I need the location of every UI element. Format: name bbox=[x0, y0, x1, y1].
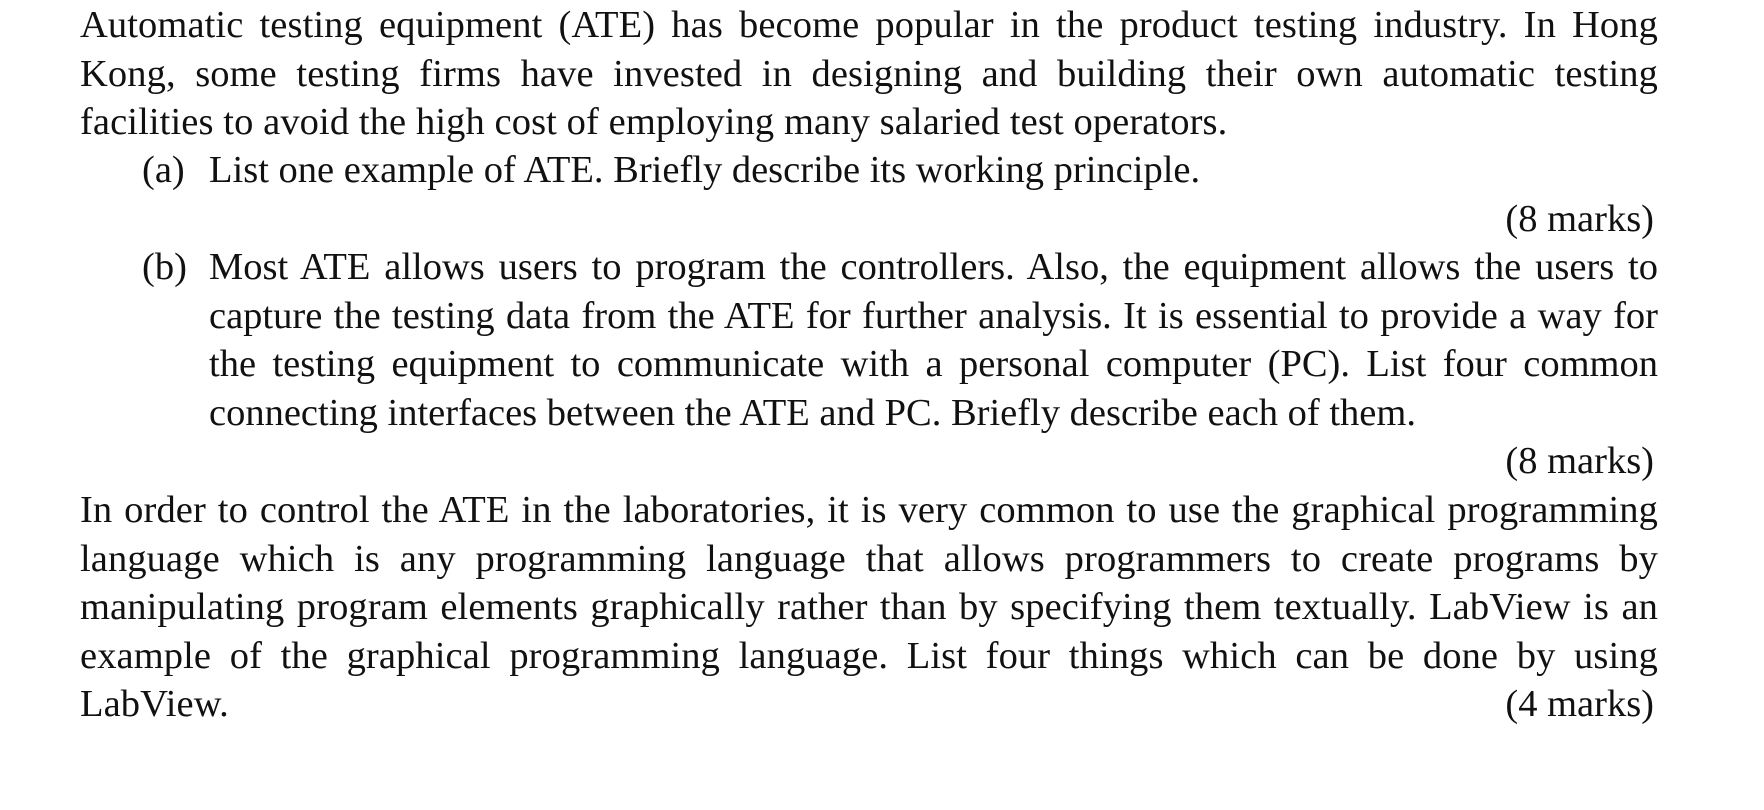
part-b-marks: (8 marks) bbox=[1505, 440, 1654, 482]
intro-paragraph: Automatic testing equipment (ATE) has become popular in the product testing industry. In Hong Kong, some testing firms have invested in designing and building their own automatic testing facilities to avoid the high cost of employing many salaried test operators. bbox=[80, 4, 1658, 143]
part-a-text: List one example of ATE. Briefly describe its working principle. bbox=[209, 149, 1201, 191]
part-b-label: (b) bbox=[142, 246, 187, 288]
part-a-marks: (8 marks) bbox=[1505, 198, 1654, 240]
part-c-paragraph: In order to control the ATE in the laboratories, it is very common to use the graphical programming language which is any programming language that allows programmers to create programs by manipulating program elements graphically rather than by specifying them textually. LabView is an example of the graphical programming language. List four things which can be done by using LabView. bbox=[80, 489, 1658, 725]
part-b-text: Most ATE allows users to program the controllers. Also, the equipment allows the users to capture the testing data from the ATE for further analysis. It is essential to provide a way for the testing equipment to communicate with a personal computer (PC). List four common connecting interfaces between the ATE and PC. Briefly describe each of them. bbox=[209, 246, 1658, 434]
part-a-label: (a) bbox=[142, 149, 185, 191]
part-c-marks: (4 marks) bbox=[1505, 683, 1654, 725]
